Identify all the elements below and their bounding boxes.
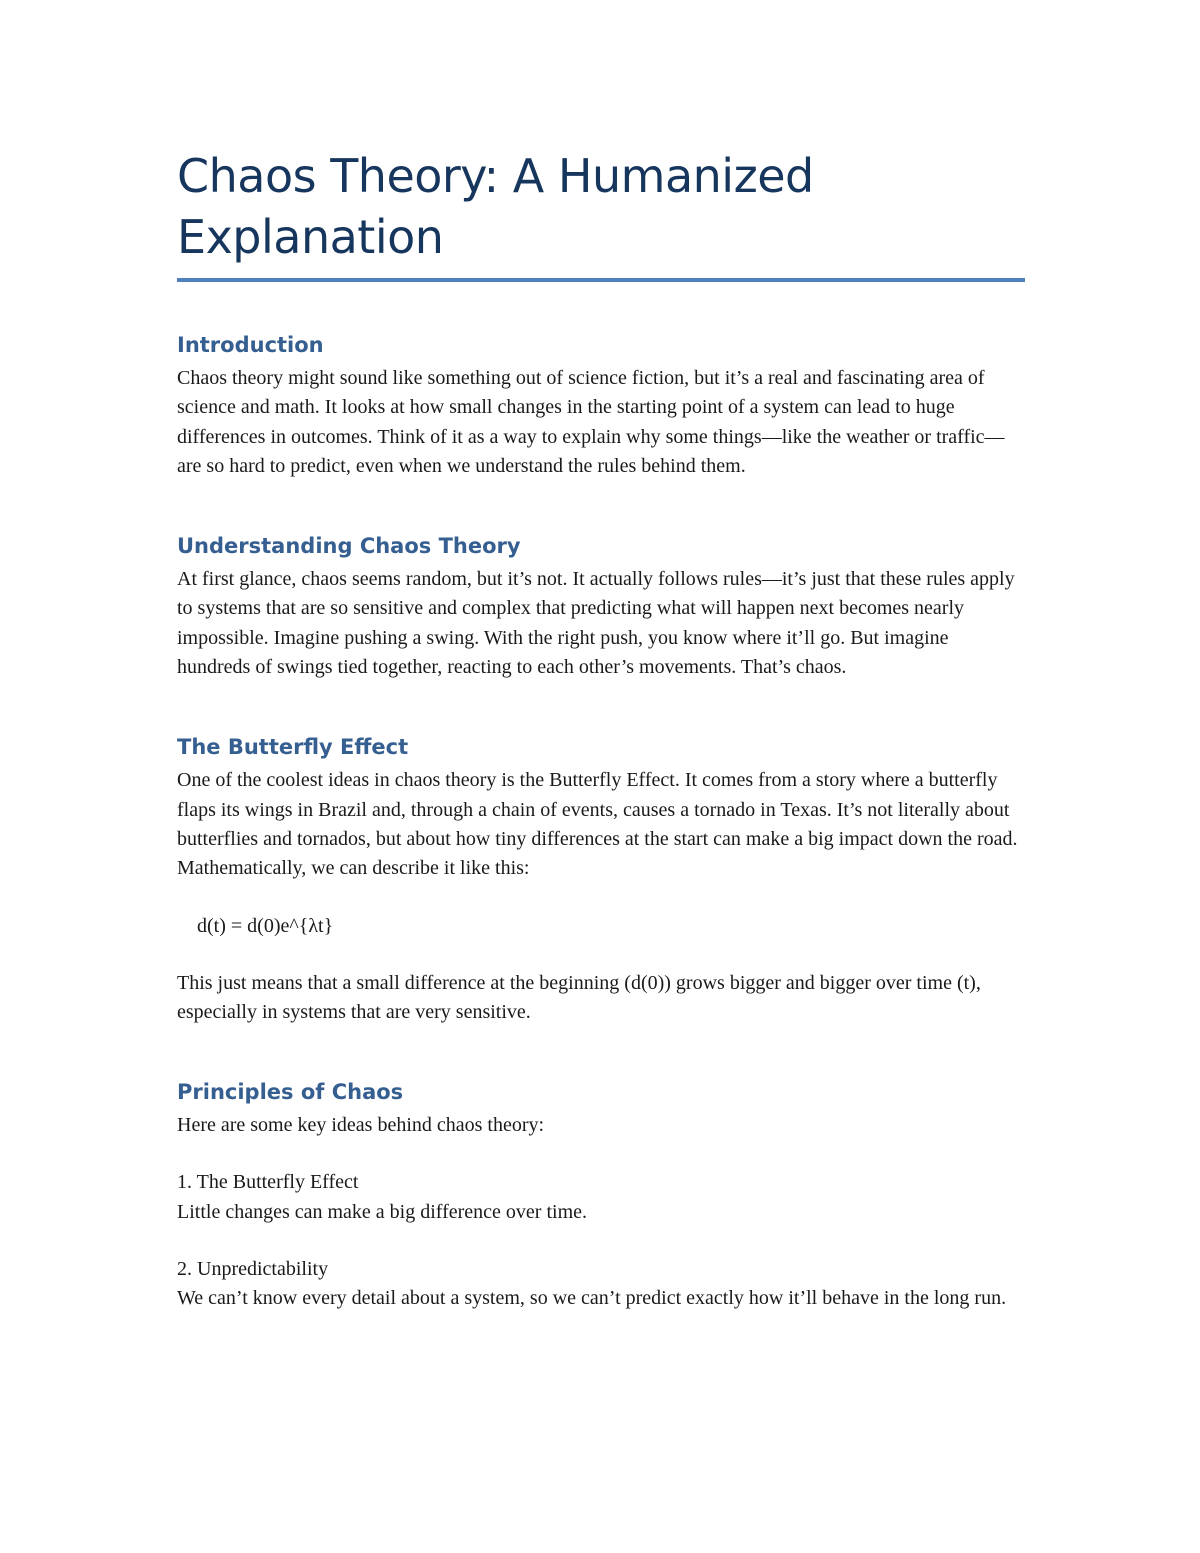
section-understanding [177, 532, 1025, 682]
butterfly-formula: d(t) = d(0)e^{λt} [197, 914, 334, 937]
title-underline [177, 278, 1025, 282]
document-title-line-2: Explanation [177, 210, 444, 264]
butterfly-formula-explanation: This just means that a small difference at the beginning (d(0)) grows bigger and bigger over time (t), especially in systems that are very sensitive. [177, 971, 981, 1023]
document-page [177, 146, 1025, 1314]
principle-item-title: 1. The Butterfly Effect [177, 1171, 359, 1194]
section-heading-principles: Principles of Chaos [177, 1080, 404, 1105]
section-body-understanding: At first glance, chaos seems random, but it’s not. It actually follows rules—it’s just that these rules apply to systems that are so sensitive and complex that predicting what will happen next becomes nearly impossible. Imagine pushing a swing. With the right push, you know where it’ll go. But imagine hundreds of swings tied together, reacting to each other’s movements. That’s chaos. [177, 568, 1015, 679]
principle-item [177, 1168, 1025, 1227]
principle-item-description: Little changes can make a big difference over time. [177, 1200, 587, 1223]
section-introduction [177, 331, 1025, 481]
document-title [177, 146, 1025, 268]
principle-item-title: 2. Unpredictability [177, 1258, 329, 1281]
principle-item-description: We can’t know every detail about a system, so we can’t predict exactly how it’ll behave in the long run. [177, 1287, 1007, 1310]
section-heading-understanding: Understanding Chaos Theory [177, 534, 521, 559]
section-body-butterfly-effect: One of the coolest ideas in chaos theory is the Butterfly Effect. It comes from a story where a butterfly flaps its wings in Brazil and, through a chain of events, causes a tornado in Texas. It’s not literally about butterflies and tornados, but about how tiny differences at the start can make a big impact down the road. Mathematically, we can describe it like this: [177, 769, 1018, 880]
principle-item [177, 1255, 1025, 1314]
section-principles [177, 1078, 1025, 1313]
section-heading-butterfly-effect: The Butterfly Effect [177, 735, 409, 760]
section-body-introduction: Chaos theory might sound like something out of science fiction, but it’s a real and fascinating area of science and math. It looks at how small changes in the starting point of a system can lead to huge differences in outcomes. Think of it as a way to explain why some things—like the weather or traffic—are so hard to predict, even when we understand the rules behind them. [177, 367, 1005, 477]
section-heading-introduction: Introduction [177, 333, 324, 357]
principles-intro: Here are some key ideas behind chaos theory: [177, 1114, 545, 1137]
section-butterfly-effect [177, 733, 1025, 1027]
document-title-line-1: Chaos Theory: A Humanized [177, 149, 814, 203]
